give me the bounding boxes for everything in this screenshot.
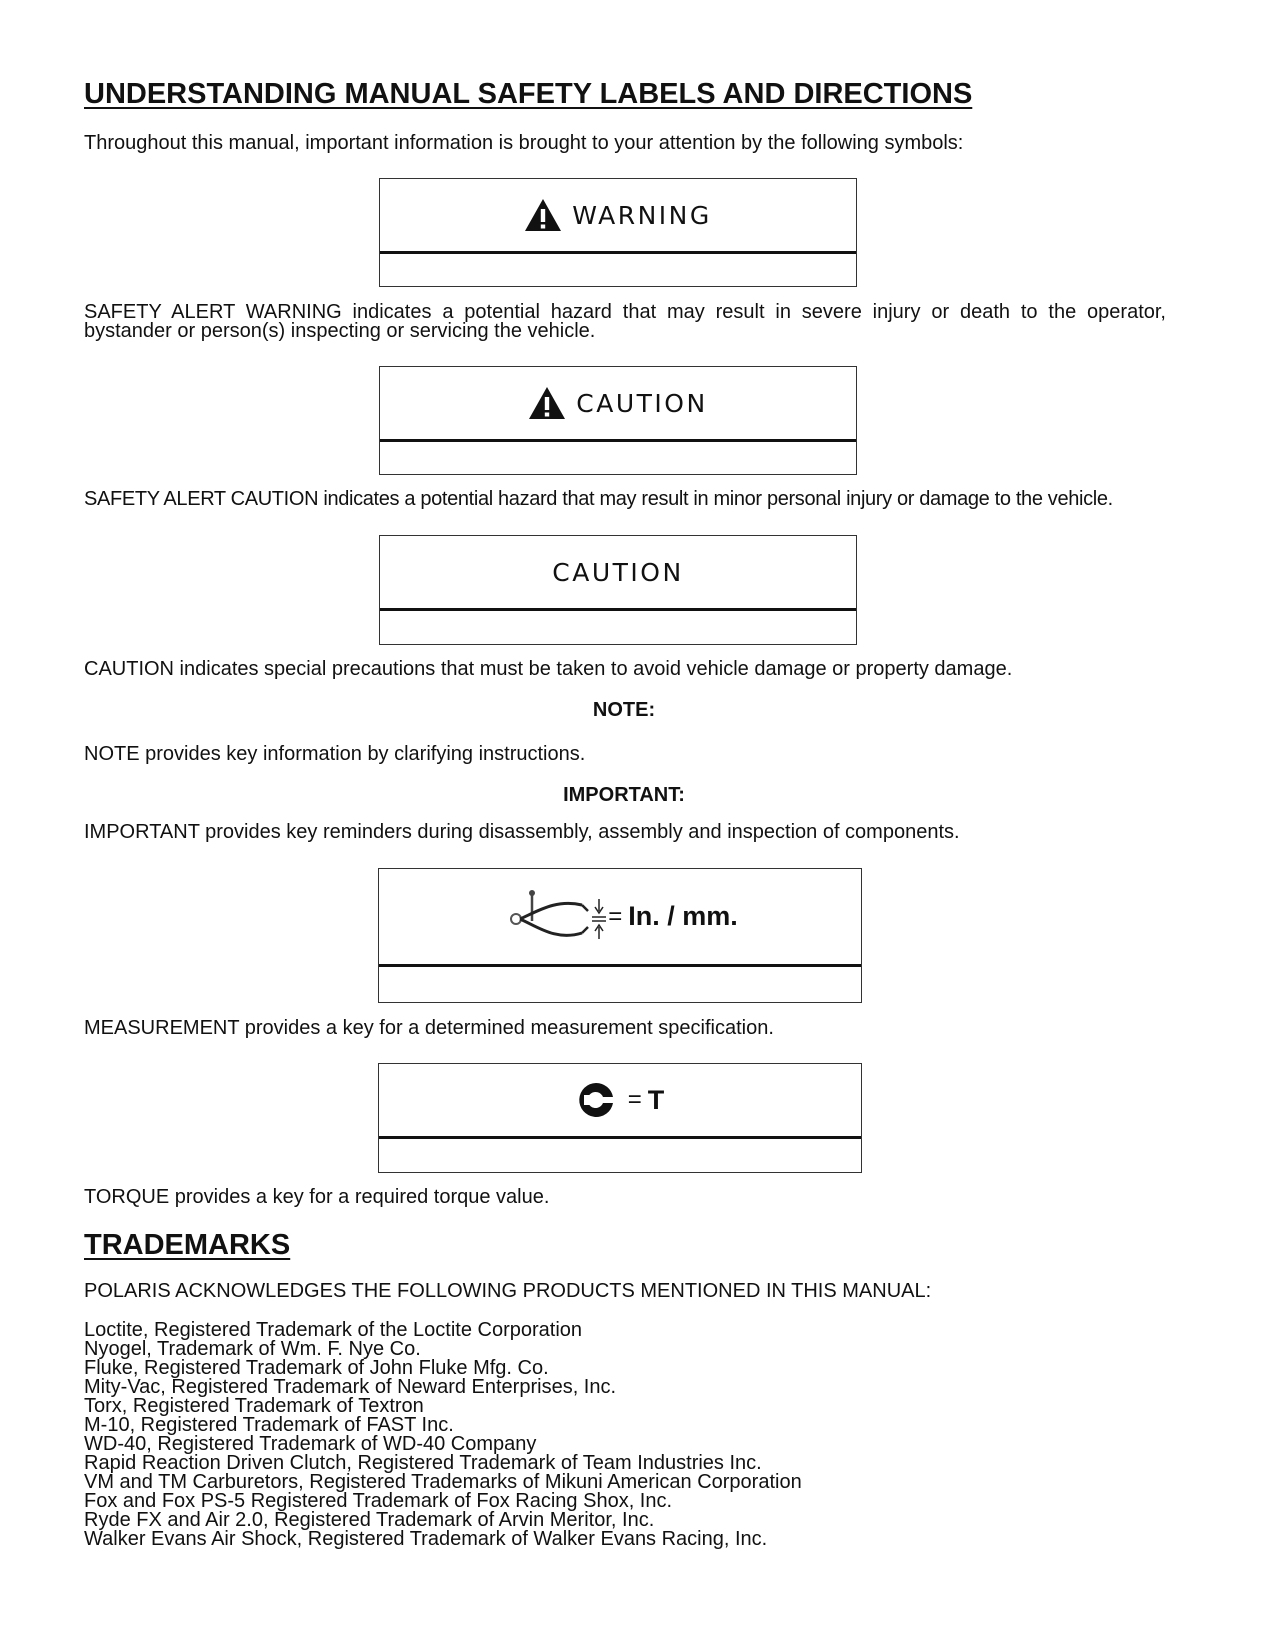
list-item: WD-40, Registered Trademark of WD-40 Company <box>84 1433 537 1455</box>
trademarks-heading: TRADEMARKS <box>84 1229 291 1261</box>
torque-description: TORQUE provides a key for a required torque value. <box>84 1186 550 1208</box>
measurement-unit: In. / mm. <box>628 901 738 931</box>
intro-text: Throughout this manual, important information is brought to your attention by the following symbols: <box>84 132 964 154</box>
warning-triangle-icon <box>524 198 562 232</box>
measurement-label-box <box>378 868 862 1003</box>
caliper-icon <box>502 881 606 953</box>
note-heading: NOTE: <box>592 699 656 721</box>
list-item: Mity-Vac, Registered Trademark of Neward Enterprises, Inc. <box>84 1376 617 1398</box>
note-description: NOTE provides key information by clarifying instructions. <box>84 743 586 765</box>
list-item: VM and TM Carburetors, Registered Trademarks of Mikuni American Corporation <box>84 1471 802 1493</box>
important-heading: IMPORTANT: <box>563 784 685 806</box>
important-description: IMPORTANT provides key reminders during disassembly, assembly and inspection of components. <box>84 821 960 843</box>
alert-caution-description: SAFETY ALERT CAUTION indicates a potential hazard that may result in minor personal injury or damage to the vehicle. <box>84 488 1113 510</box>
list-item: Nyogel, Trademark of Wm. F. Nye Co. <box>84 1338 421 1360</box>
alert-caution-label-box <box>379 366 857 475</box>
list-item: M-10, Registered Trademark of FAST Inc. <box>84 1414 454 1436</box>
warning-description: SAFETY ALERT WARNING indicates a potential hazard that may result in severe injury or death to the operator, bystander or person(s) inspecting or servicing the vehicle. <box>84 301 1166 342</box>
list-item: Loctite, Registered Trademark of the Loctite Corporation <box>84 1319 583 1341</box>
torque-wrench-icon <box>576 1080 616 1120</box>
measurement-description: MEASUREMENT provides a key for a determined measurement specification. <box>84 1017 774 1039</box>
caution-triangle-icon <box>528 386 566 420</box>
alert-caution-signal-word: CAUTION <box>576 388 708 418</box>
list-item: Fox and Fox PS-5 Registered Trademark of Fox Racing Shox, Inc. <box>84 1490 673 1512</box>
warning-signal-word: WARNING <box>572 200 712 230</box>
trademarks-intro: POLARIS ACKNOWLEDGES THE FOLLOWING PRODUCTS MENTIONED IN THIS MANUAL: <box>84 1280 932 1302</box>
list-item: Fluke, Registered Trademark of John Fluke Mfg. Co. <box>84 1357 549 1379</box>
trademark-list <box>84 1321 802 1549</box>
list-item: Walker Evans Air Shock, Registered Trademark of Walker Evans Racing, Inc. <box>84 1528 768 1550</box>
page-title: UNDERSTANDING MANUAL SAFETY LABELS AND DIRECTIONS <box>84 78 973 110</box>
torque-symbol: T <box>647 1084 665 1115</box>
caution-description: CAUTION indicates special precautions that must be taken to avoid vehicle damage or property damage. <box>84 658 1013 680</box>
torque-equals: = <box>627 1086 642 1113</box>
list-item: Rapid Reaction Driven Clutch, Registered Trademark of Team Industries Inc. <box>84 1452 762 1474</box>
measurement-equals: = <box>608 902 623 930</box>
caution-label-box <box>379 535 857 645</box>
list-item: Torx, Registered Trademark of Textron <box>84 1395 424 1417</box>
warning-label-box <box>379 178 857 287</box>
caution-signal-word: CAUTION <box>552 557 684 587</box>
list-item: Ryde FX and Air 2.0, Registered Trademark of Arvin Meritor, Inc. <box>84 1509 655 1531</box>
torque-label-box <box>378 1063 862 1173</box>
